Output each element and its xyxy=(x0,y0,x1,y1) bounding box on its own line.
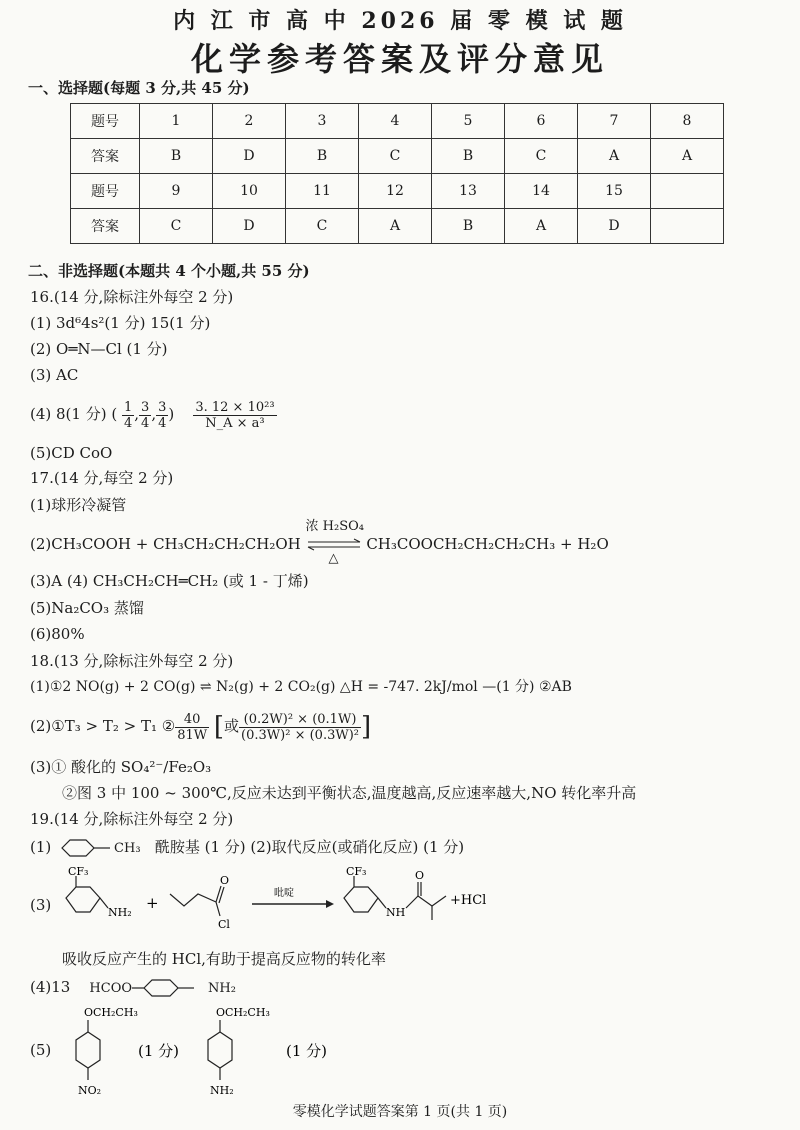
density-fraction: $\frac{\text{3. 12 × 10²³}}{\text{N\_A × a³}}$ xyxy=(195,399,275,431)
points-label: (1 分) xyxy=(138,1042,180,1060)
reaction-condition: 吡啶 xyxy=(274,888,294,899)
ethoxy-label: OCH₂CH₃ xyxy=(84,1006,138,1019)
benzene-ring-icon xyxy=(76,1020,100,1080)
q19-part5-label: (5) xyxy=(30,1041,52,1059)
q18-part3-explain: ②图 3 中 100 ~ 300℃,反应未达到平衡状态,温度越高,反应速率越大,NO 转化率升高 xyxy=(62,784,637,802)
question-number: 10 xyxy=(213,174,286,209)
answer-cell: C xyxy=(359,139,432,174)
points-label: (1 分) xyxy=(286,1042,328,1060)
benzene-ring-icon xyxy=(344,876,386,912)
table-row xyxy=(71,209,724,244)
answer-cell: B xyxy=(432,209,505,244)
q17-heading: 17.(14 分,每空 2 分) xyxy=(30,469,174,487)
question-number: 3 xyxy=(286,104,359,139)
benzene-ring-icon xyxy=(132,978,208,998)
q19-part5-structures xyxy=(56,1002,376,1098)
table-row xyxy=(71,174,724,209)
page-footer: 零模化学试题答案第 1 页(共 1 页) xyxy=(292,1104,508,1120)
answer-cell: C xyxy=(286,209,359,244)
q18-part1: (1)①2 NO(g) + 2 CO(g) ⇌ N₂(g) + 2 CO₂(g) △H = -747. 2kJ/mol —(1 分) ②AB xyxy=(30,679,572,695)
question-number: 1 xyxy=(140,104,213,139)
q17-part2: (2)CH₃COOH + CH₃CH₂CH₂CH₂OH 浓 H₂SO₄ △ CH₃COOCH₂CH₂CH₂CH₃ + H₂O xyxy=(30,519,609,566)
hcl-label: +HCl xyxy=(450,893,487,908)
reaction-condition: 浓 H₂SO₄ △ xyxy=(305,519,364,566)
plus-sign: + xyxy=(146,894,159,912)
question-number: 5 xyxy=(432,104,505,139)
question-number: 4 xyxy=(359,104,432,139)
table-row xyxy=(71,139,724,174)
cf3-label: CF₃ xyxy=(346,866,367,878)
question-number: 14 xyxy=(505,174,578,209)
q16-part3: (3) AC xyxy=(30,366,79,384)
q19-part4: (4)13 HCOO NH₂ xyxy=(30,978,236,996)
row-label: 答案 xyxy=(71,139,140,174)
benzene-ring-icon xyxy=(66,876,108,912)
q19-heading: 19.(14 分,除标注外每空 2 分) xyxy=(30,810,234,828)
benzene-ring-icon xyxy=(208,1020,232,1080)
question-number: 2 xyxy=(213,104,286,139)
question-number: 8 xyxy=(651,104,724,139)
answer-cell: D xyxy=(213,209,286,244)
q16-part4: (4) 8(1 分) ( $\frac{1}{4}$ , $\frac{3}{4}$ , $\frac{3}{4}$ ) $\frac{\text{3. 12 × 10²³}}{\text{N\_A × a³}}$ xyxy=(30,399,275,431)
ethoxy-label: OCH₂CH₃ xyxy=(216,1006,270,1019)
answer-cell: A xyxy=(359,209,432,244)
chlorine-label: Cl xyxy=(218,918,230,931)
q19-part1: (1) CH₃ 酰胺基 (1 分) (2)取代反应(或硝化反应) (1 分) xyxy=(30,838,465,856)
answer-cell: C xyxy=(505,139,578,174)
question-number: 11 xyxy=(286,174,359,209)
exam-title: 内 江 市 高 中 2026 届 零 模 试 题 xyxy=(173,8,627,34)
section1-heading: 一、选择题(每题 3 分,共 45 分) xyxy=(28,79,250,97)
q16-part4-prefix: (4) 8(1 分) ( xyxy=(30,405,118,423)
nh2-label: NH₂ xyxy=(108,906,132,919)
row-label: 题号 xyxy=(71,104,140,139)
fraction: $\frac{3}{4}$ xyxy=(158,399,167,431)
oxygen-label: O xyxy=(415,869,425,882)
answer-cell: C xyxy=(140,209,213,244)
fraction: $\frac{40}{81W}$ xyxy=(177,711,208,743)
table-row xyxy=(71,104,724,139)
arrow-right-icon xyxy=(252,900,334,908)
benzene-ring-icon xyxy=(56,838,114,858)
q16-part1: (1) 3d⁶4s²(1 分) 15(1 分) xyxy=(30,314,211,332)
answer-cell: B xyxy=(140,139,213,174)
nh-label: NH xyxy=(386,906,406,919)
answer-cell: B xyxy=(432,139,505,174)
answer-key-title: 化学参考答案及评分意见 xyxy=(190,40,609,78)
fraction: $\frac{\text{(0.2W)² × (0.1W)}}{\text{(0.3W)² × (0.3W)²}}$ xyxy=(241,711,359,743)
acyl-chloride-icon xyxy=(170,886,224,916)
amide-chain-icon xyxy=(406,882,446,920)
q19-reaction-scheme xyxy=(56,866,516,944)
q16-part2: (2) O═N—Cl (1 分) xyxy=(30,340,168,358)
q17-part5: (5)Na₂CO₃ 蒸馏 xyxy=(30,599,144,617)
answer-cell: A xyxy=(651,139,724,174)
mc-answer-table xyxy=(70,103,724,244)
row-label: 答案 xyxy=(71,209,140,244)
question-number xyxy=(651,174,724,209)
answer-cell: D xyxy=(213,139,286,174)
q18-part3: (3)① 酸化的 SO₄²⁻/Fe₂O₃ xyxy=(30,758,212,776)
q19-part3-label: (3) xyxy=(30,896,52,914)
question-number: 12 xyxy=(359,174,432,209)
q16-heading: 16.(14 分,除标注外每空 2 分) xyxy=(30,288,234,306)
cf3-label: CF₃ xyxy=(68,866,89,878)
q18-part2: (2)①T₃ > T₂ > T₁ ② $\frac{40}{81W}$ [或 $\frac{\text{(0.2W)² × (0.1W)}}{\text{(0.3W)² × (0.3W)²}}$ ] xyxy=(30,711,372,743)
answer-cell xyxy=(651,209,724,244)
question-number: 13 xyxy=(432,174,505,209)
question-number: 6 xyxy=(505,104,578,139)
section2-heading: 二、非选择题(本题共 4 个小题,共 55 分) xyxy=(28,262,310,280)
question-number: 9 xyxy=(140,174,213,209)
fraction: $\frac{1}{4}$ xyxy=(123,399,133,431)
oxygen-label: O xyxy=(220,874,230,887)
fraction: $\frac{3}{4}$ xyxy=(141,399,150,431)
answer-cell: A xyxy=(505,209,578,244)
q17-part1: (1)球形冷凝管 xyxy=(30,496,127,514)
row-label: 题号 xyxy=(71,174,140,209)
answer-cell: A xyxy=(578,139,651,174)
q17-part3-4: (3)A (4) CH₃CH₂CH═CH₂ (或 1 - 丁烯) xyxy=(30,572,309,590)
question-number: 15 xyxy=(578,174,651,209)
q16-part5: (5)CD CoO xyxy=(30,444,113,462)
answer-cell: B xyxy=(286,139,359,174)
q18-heading: 18.(13 分,除标注外每空 2 分) xyxy=(30,652,234,670)
answer-cell: D xyxy=(578,209,651,244)
question-number: 7 xyxy=(578,104,651,139)
q17-part6: (6)80% xyxy=(30,625,85,643)
amino-label: NH₂ xyxy=(210,1084,234,1097)
q19-part3-note: 吸收反应产生的 HCl,有助于提高反应物的转化率 xyxy=(62,950,386,968)
nitro-label: NO₂ xyxy=(78,1084,102,1097)
